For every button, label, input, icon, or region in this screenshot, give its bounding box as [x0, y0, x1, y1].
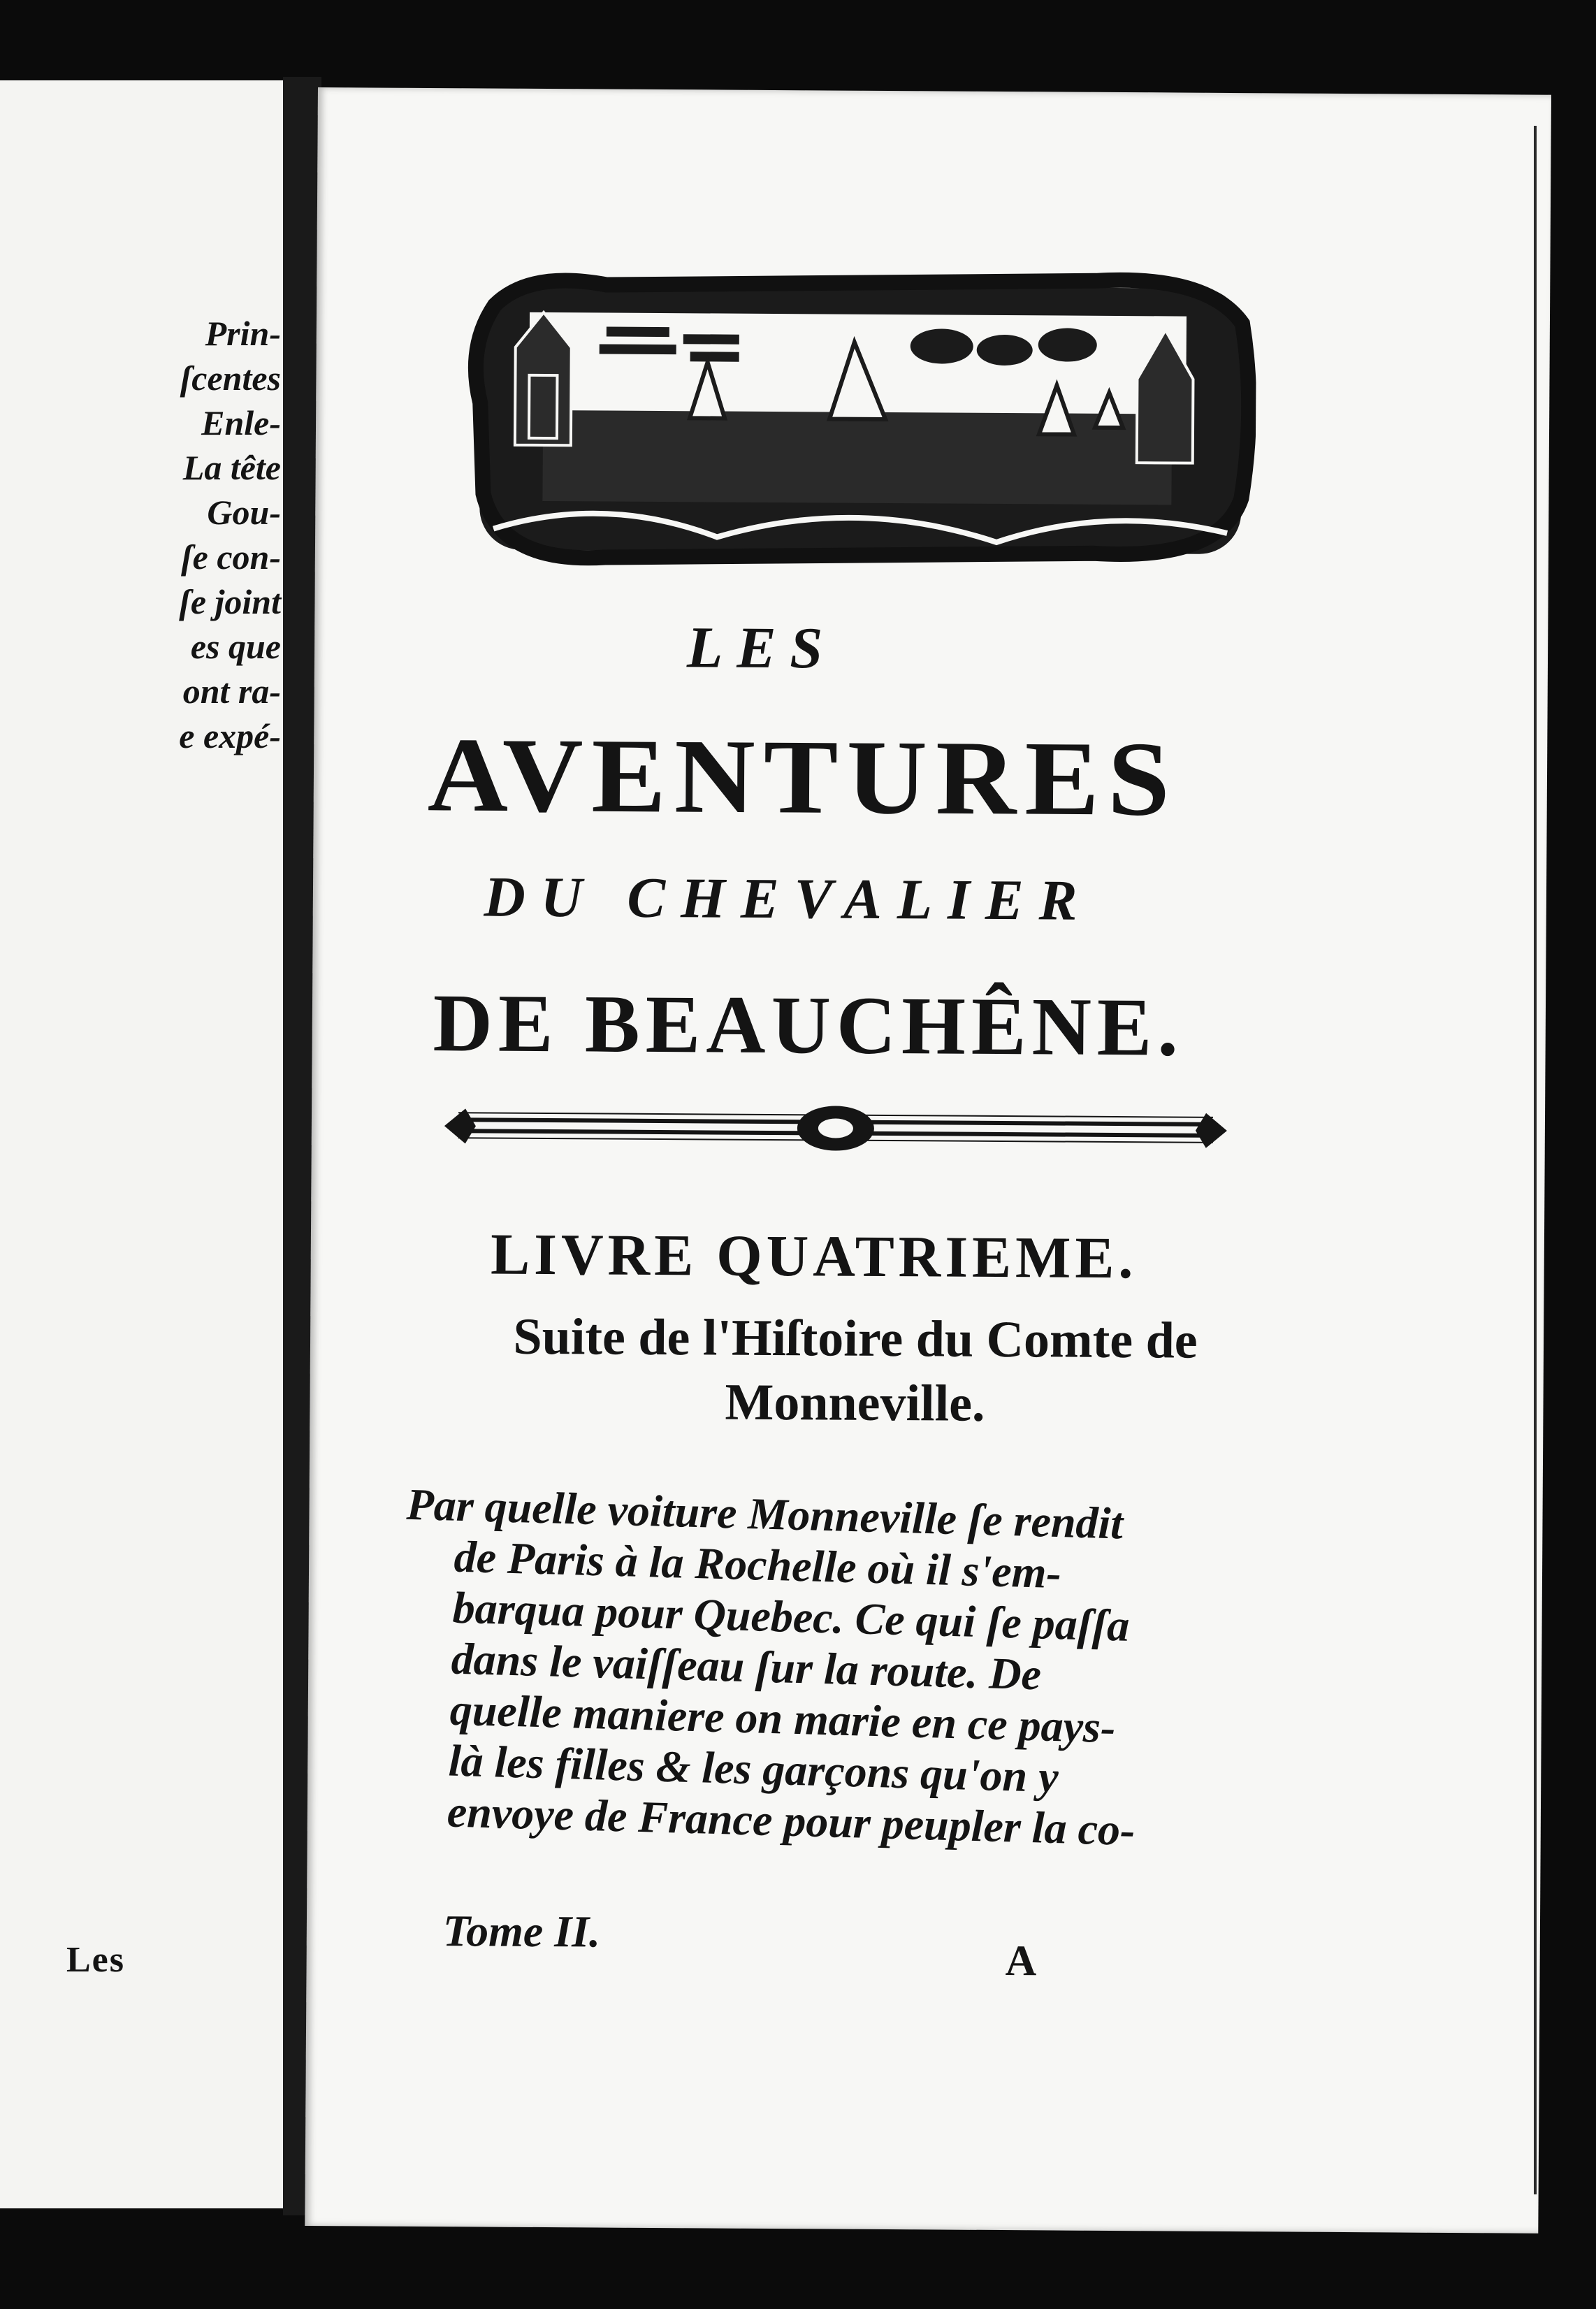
argument-line: là les filles & les garçons qu'on y [447, 1735, 1059, 1802]
ornamental-rule-icon [444, 1098, 1227, 1159]
left-line: Enle- [201, 403, 281, 442]
left-catchword: Les [66, 1940, 125, 1980]
argument-line: barqua pour Quebec. Ce qui ſe paſſa [451, 1582, 1131, 1651]
left-line: e expé- [179, 716, 281, 755]
book-heading: LIVRE QUATRIEME. [490, 1222, 1138, 1291]
left-line: Prin- [205, 314, 281, 353]
left-line: Gou- [207, 493, 281, 532]
subtitle-line: Suite de l'Hiſtoire du Comte de [513, 1308, 1198, 1370]
left-line: ſe joint [179, 582, 281, 621]
right-page [305, 87, 1551, 2234]
left-line: es que [190, 627, 281, 666]
argument-line: quelle maniere on marie en ce pays- [449, 1684, 1117, 1753]
left-line: La tête [182, 448, 281, 487]
argument-line: dans le vaiſſeau ſur la route. De [450, 1633, 1042, 1700]
argument-line: envoye de France pour peupler la co- [447, 1786, 1136, 1855]
left-line: ſcentes [180, 359, 281, 398]
harbor-vignette-icon [465, 263, 1257, 575]
argument-line: Par quelle voiture Monneville ſe rendit [405, 1479, 1124, 1549]
title-name: DE BEAUCHÊNE. [433, 977, 1184, 1073]
page-edge [1534, 126, 1537, 2194]
left-page [0, 80, 296, 2208]
argument-line: de Paris à la Rochelle où il s'em- [453, 1531, 1062, 1598]
subtitle-line: Monneville. [725, 1373, 985, 1433]
left-line: ont ra- [182, 672, 281, 711]
left-line: ſe con- [181, 537, 281, 577]
left-page-text [179, 311, 281, 758]
title-main: AVENTURES [427, 715, 1179, 839]
title-du-chevalier: DU CHEVALIER [484, 864, 1093, 932]
chapter-argument [398, 1479, 1228, 1858]
subtitle [414, 1304, 1296, 1438]
title-les: LES [686, 615, 837, 681]
tome-label: Tome II. [442, 1906, 601, 1957]
signature-mark: A [1005, 1937, 1037, 1985]
